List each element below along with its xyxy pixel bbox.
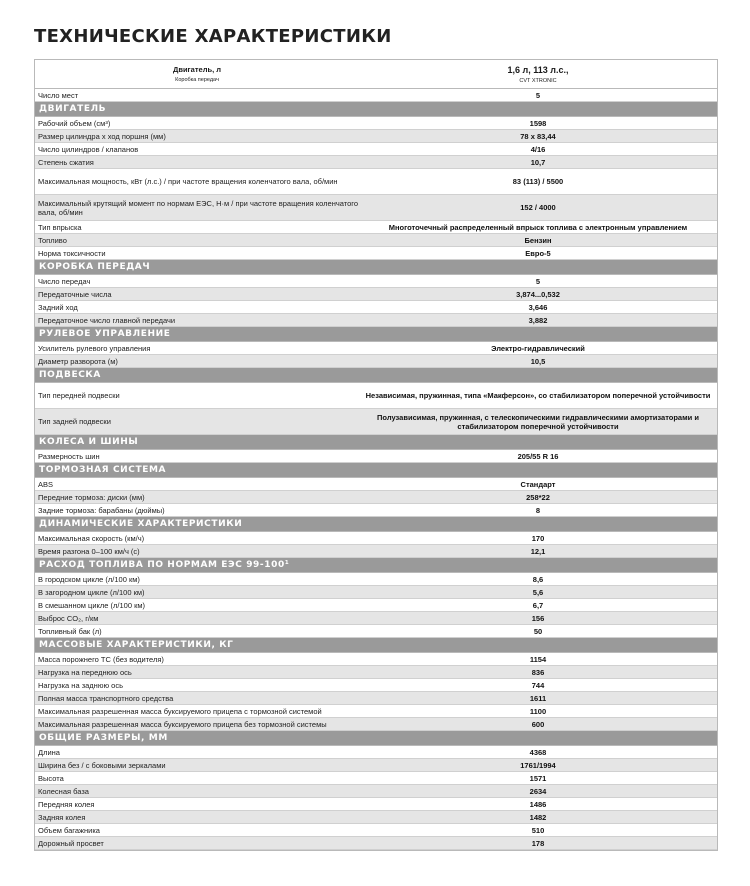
spec-value: 178 bbox=[531, 838, 545, 848]
spec-label: Длина bbox=[38, 747, 60, 757]
table-row bbox=[35, 383, 717, 409]
spec-label: Масса порожнего ТС (без водителя) bbox=[38, 654, 164, 664]
spec-label: Рабочий объем (см³) bbox=[38, 118, 111, 128]
table-body bbox=[35, 89, 717, 850]
table-row bbox=[35, 130, 717, 143]
table-row bbox=[35, 409, 717, 435]
table-row bbox=[35, 798, 717, 811]
spec-label: ABS bbox=[38, 479, 54, 489]
table-row bbox=[35, 625, 717, 638]
spec-value: 258*22 bbox=[526, 492, 550, 502]
spec-label: Топливный бак (л) bbox=[38, 626, 102, 636]
table-row bbox=[35, 504, 717, 517]
spec-label: Нагрузка на заднюю ось bbox=[38, 680, 123, 690]
spec-label: Тип передней подвески bbox=[38, 391, 120, 400]
table-row bbox=[35, 705, 717, 718]
header-engine-value: 1,6 л, 113 л.с., bbox=[507, 64, 569, 75]
table-row bbox=[35, 666, 717, 679]
spec-value: 6,7 bbox=[532, 600, 544, 610]
spec-value: 205/55 R 16 bbox=[517, 451, 559, 461]
section-header: ОБЩИЕ РАЗМЕРЫ, ММ bbox=[35, 731, 717, 746]
spec-value: 1761/1994 bbox=[520, 760, 556, 770]
section-header: ТОРМОЗНАЯ СИСТЕМА bbox=[35, 463, 717, 478]
table-row bbox=[35, 314, 717, 327]
spec-value: Бензин bbox=[524, 235, 552, 245]
spec-value: Евро-5 bbox=[525, 248, 551, 258]
table-row bbox=[35, 545, 717, 558]
spec-value: Независимая, пружинная, типа «Макферсон», со стабилизатором поперечной устойчивости bbox=[365, 391, 711, 400]
spec-label: Задняя колея bbox=[38, 812, 86, 822]
spec-value: Полузависимая, пружинная, с телескопическими гидравлическими амортизаторами и стабилизатором поперечной устойчивости bbox=[377, 412, 699, 431]
table-row bbox=[35, 837, 717, 850]
table-row bbox=[35, 785, 717, 798]
section-header: РАСХОД ТОПЛИВА ПО НОРМАМ ЕЭС 99-100¹ bbox=[35, 558, 717, 573]
spec-label: Число цилиндров / клапанов bbox=[38, 144, 139, 154]
spec-label: Передняя колея bbox=[38, 799, 95, 809]
section-header: ДВИГАТЕЛЬ bbox=[35, 102, 717, 117]
spec-label: Время разгона 0–100 км/ч (с) bbox=[38, 546, 140, 556]
table-row bbox=[35, 143, 717, 156]
spec-value: 1154 bbox=[529, 654, 547, 664]
table-row bbox=[35, 355, 717, 368]
spec-label: Тип задней подвески bbox=[38, 417, 111, 426]
spec-value: 12,1 bbox=[530, 546, 546, 556]
table-row bbox=[35, 772, 717, 785]
spec-value: 5,6 bbox=[532, 587, 544, 597]
table-row bbox=[35, 718, 717, 731]
spec-label: Передние тормоза: диски (мм) bbox=[38, 492, 145, 502]
spec-label: Размерность шин bbox=[38, 451, 100, 461]
table-row bbox=[35, 759, 717, 772]
spec-value: 1598 bbox=[529, 118, 547, 128]
table-row bbox=[35, 195, 717, 221]
spec-label: Дорожный просвет bbox=[38, 838, 104, 848]
table-row bbox=[35, 599, 717, 612]
spec-value: 836 bbox=[531, 667, 545, 677]
spec-label: Усилитель рулевого управления bbox=[38, 343, 151, 353]
spec-value: 2634 bbox=[529, 786, 547, 796]
table-row bbox=[35, 301, 717, 314]
spec-label: В городском цикле (л/100 км) bbox=[38, 574, 140, 584]
spec-label: Число мест bbox=[38, 90, 79, 100]
header-engine-label: Двигатель, л bbox=[172, 65, 221, 74]
spec-label: Топливо bbox=[38, 235, 67, 245]
table-row bbox=[35, 573, 717, 586]
spec-label: Передаточное число главной передачи bbox=[38, 315, 176, 325]
table-row bbox=[35, 450, 717, 463]
spec-label: Число передач bbox=[38, 276, 91, 286]
spec-value: 83 (113) / 5500 bbox=[512, 177, 564, 186]
spec-table bbox=[34, 59, 718, 851]
spec-value: 156 bbox=[531, 613, 545, 623]
table-row bbox=[35, 342, 717, 355]
spec-label: Максимальный крутящий момент по нормам ЕЭС, Н·м / при частоте вращения коленчатого вала, об/мин bbox=[38, 198, 359, 217]
table-row bbox=[35, 247, 717, 260]
spec-label: Степень сжатия bbox=[38, 157, 94, 167]
spec-value: 1611 bbox=[529, 693, 547, 703]
spec-label: В загородном цикле (л/100 км) bbox=[38, 587, 145, 597]
spec-value: 5 bbox=[535, 276, 541, 286]
spec-value: 10,7 bbox=[530, 157, 546, 167]
spec-label: Максимальная скорость (км/ч) bbox=[38, 533, 145, 543]
spec-label: Диаметр разворота (м) bbox=[38, 356, 118, 366]
spec-label: Колесная база bbox=[38, 786, 89, 796]
table-row bbox=[35, 169, 717, 195]
spec-value: 1482 bbox=[529, 812, 547, 822]
spec-value: 78 x 83,44 bbox=[520, 131, 556, 141]
table-row bbox=[35, 692, 717, 705]
spec-label: Нагрузка на переднюю ось bbox=[38, 667, 132, 677]
spec-value: 744 bbox=[531, 680, 545, 690]
spec-value: 4368 bbox=[529, 747, 547, 757]
spec-value: Стандарт bbox=[520, 479, 556, 489]
spec-value: 3,882 bbox=[528, 315, 548, 325]
spec-label: Задние тормоза: барабаны (дюймы) bbox=[38, 505, 165, 515]
spec-label: Максимальная разрешенная масса буксируемого прицепа с тормозной системой bbox=[38, 706, 322, 716]
spec-label: Максимальная мощность, кВт (л.с.) / при частоте вращения коленчатого вала, об/мин bbox=[38, 177, 338, 186]
table-row bbox=[35, 824, 717, 837]
spec-value: 1100 bbox=[529, 706, 547, 716]
spec-value: 1571 bbox=[529, 773, 547, 783]
section-header: РУЛЕВОЕ УПРАВЛЕНИЕ bbox=[35, 327, 717, 342]
table-row bbox=[35, 275, 717, 288]
spec-value: 510 bbox=[531, 825, 545, 835]
spec-value: 8 bbox=[535, 505, 541, 515]
page-title: ТЕХНИЧЕСКИЕ ХАРАКТЕРИСТИКИ bbox=[34, 26, 392, 47]
spec-value: 10,5 bbox=[530, 356, 546, 366]
spec-label: Норма токсичности bbox=[38, 248, 106, 258]
spec-label: Задний ход bbox=[38, 302, 78, 312]
section-header: МАССОВЫЕ ХАРАКТЕРИСТИКИ, КГ bbox=[35, 638, 717, 653]
spec-label: Объем багажника bbox=[38, 825, 100, 835]
table-row bbox=[35, 653, 717, 666]
spec-label: Высота bbox=[38, 773, 64, 783]
table-row bbox=[35, 89, 717, 102]
spec-value: Электро-гидравлический bbox=[491, 343, 585, 353]
section-header: ДИНАМИЧЕСКИЕ ХАРАКТЕРИСТИКИ bbox=[35, 517, 717, 532]
table-row bbox=[35, 811, 717, 824]
spec-label: Тип впрыска bbox=[38, 222, 82, 232]
spec-value: 5 bbox=[535, 90, 541, 100]
table-header bbox=[35, 60, 717, 89]
spec-label: Передаточные числа bbox=[38, 289, 112, 299]
section-header: ПОДВЕСКА bbox=[35, 368, 717, 383]
header-gearbox-label: Коробка передач bbox=[175, 77, 219, 83]
spec-value: 3,646 bbox=[528, 302, 548, 312]
table-row bbox=[35, 746, 717, 759]
spec-value: 4/16 bbox=[530, 144, 546, 154]
spec-value: 3,874...0,532 bbox=[516, 289, 560, 299]
spec-value: Многоточечный распределенный впрыск топлива с электронным управлением bbox=[388, 222, 688, 232]
spec-label: Выброс CO₂, г/км bbox=[38, 613, 99, 623]
header-left bbox=[35, 60, 359, 88]
table-row bbox=[35, 478, 717, 491]
spec-value: 152 / 4000 bbox=[520, 203, 556, 212]
spec-value: 8,6 bbox=[532, 574, 544, 584]
table-row bbox=[35, 288, 717, 301]
header-gearbox-value: CVT XTRONIC bbox=[519, 77, 557, 84]
spec-label: Размер цилиндра х ход поршня (мм) bbox=[38, 131, 166, 141]
spec-label: Максимальная разрешенная масса буксируемого прицепа без тормозной системы bbox=[38, 719, 327, 729]
spec-value: 600 bbox=[531, 719, 545, 729]
table-row bbox=[35, 679, 717, 692]
table-row bbox=[35, 117, 717, 130]
table-row bbox=[35, 586, 717, 599]
table-row bbox=[35, 612, 717, 625]
spec-label: В смешанном цикле (л/100 км) bbox=[38, 600, 146, 610]
spec-label: Ширина без / с боковыми зеркалами bbox=[38, 760, 166, 770]
section-header: КОЛЕСА И ШИНЫ bbox=[35, 435, 717, 450]
section-header: КОРОБКА ПЕРЕДАЧ bbox=[35, 260, 717, 275]
table-row bbox=[35, 491, 717, 504]
table-row bbox=[35, 234, 717, 247]
spec-value: 1486 bbox=[529, 799, 547, 809]
table-row bbox=[35, 156, 717, 169]
spec-value: 50 bbox=[533, 626, 543, 636]
spec-label: Полная масса транспортного средства bbox=[38, 693, 174, 703]
spec-value: 170 bbox=[531, 533, 545, 543]
header-right bbox=[359, 60, 717, 88]
table-row bbox=[35, 221, 717, 234]
table-row bbox=[35, 532, 717, 545]
